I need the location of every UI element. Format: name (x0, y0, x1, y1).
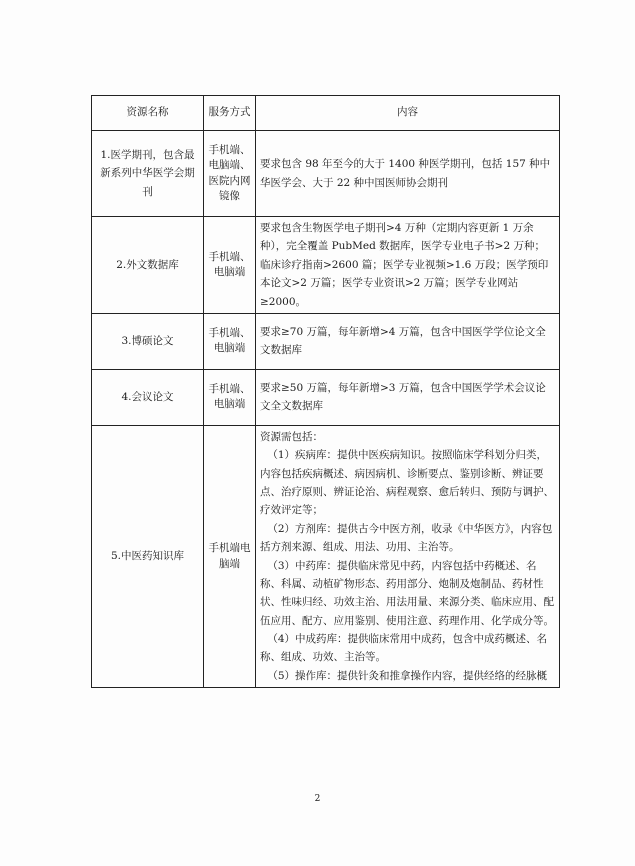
service-mode-cell: 手机端、电脑端 (204, 369, 256, 425)
content-item-disease: （1）疾病库：提供中医疾病知识。按照临床学科划分归类，内容包括疾病概述、病因病机、诊断要点、鉴别诊断、辨证要点、治疗原则、辨证论治、病程观察、愈后转归、预防与调护、疗效评定等； (260, 449, 554, 517)
content-item-operation: （5）操作库：提供针灸和推拿操作内容，提供经络的经脉概 (267, 669, 548, 682)
content-cell: 要求包含 98 年至今的大于 1400 种医学期刊，包括 157 种中华医学会、大于 22 种中国医师协会期刊 (256, 131, 560, 217)
table-row (92, 369, 560, 425)
page-number: 2 (314, 794, 321, 804)
content-item-formula: （2）方剂库：提供古今中医方剂，收录《中华医方》，内容包括方剂来源、组成、用法、功用、主治等。 (260, 522, 553, 554)
header-service-mode: 服务方式 (204, 96, 256, 131)
content-cell: 要求≥70 万篇，每年新增>4 万篇，包含中国医学学位论文全文数据库 (256, 313, 560, 369)
content-cell: 要求包含生物医学电子期刊>4 万种（定期内容更新 1 万余种），完全覆盖 PubMed 数据库，医学专业电子书>2 万种；临床诊疗指南>2600 篇；医学专业视频>1.6 万段；医学预印本论文>2 万篇；医学专业资讯>2 万篇；医学专业网站≥2000。 (256, 217, 560, 314)
content-item-herb: （3）中药库：提供临床常见中药，内容包括中药概述、名称、科属、动植矿物形态、药用部分、炮制及炮制品、药材性状、性味归经、功效主治、用法用量、来源分类、临床应用、配伍应用、配方、应用鉴别、使用注意、药理作用、化学成分等。 (260, 559, 554, 627)
resource-name-cell: 5.中医药知识库 (92, 425, 204, 687)
service-mode-cell: 手机端、电脑端 (204, 217, 256, 314)
header-resource-name: 资源名称 (92, 96, 204, 131)
content-intro: 资源需包括： (260, 430, 323, 443)
resource-name-cell: 4.会议论文 (92, 369, 204, 425)
resource-name-cell: 3.博硕论文 (92, 313, 204, 369)
resource-name-cell: 1.医学期刊，包含最新系列中华医学会期刊 (92, 131, 204, 217)
resource-name-cell: 2.外文数据库 (92, 217, 204, 314)
table-row (92, 313, 560, 369)
content-cell: 要求≥50 万篇，每年新增>3 万篇，包含中国医学学术会议论文全文数据库 (256, 369, 560, 425)
table-row (92, 217, 560, 314)
service-mode-cell: 手机端电脑端 (204, 425, 256, 687)
content-item-patent-medicine: （4）中成药库：提供临床常用中成药，包含中成药概述、名称、组成、功效、主治等。 (260, 633, 548, 664)
header-content: 内容 (256, 96, 560, 131)
service-mode-cell: 手机端、电脑端 (204, 313, 256, 369)
resource-table (91, 95, 560, 688)
table-row (92, 131, 560, 217)
content-cell (256, 425, 560, 687)
table-header-row (92, 96, 560, 131)
table-row (92, 425, 560, 687)
service-mode-cell: 手机端、电脑端、医院内网镜像 (204, 131, 256, 217)
